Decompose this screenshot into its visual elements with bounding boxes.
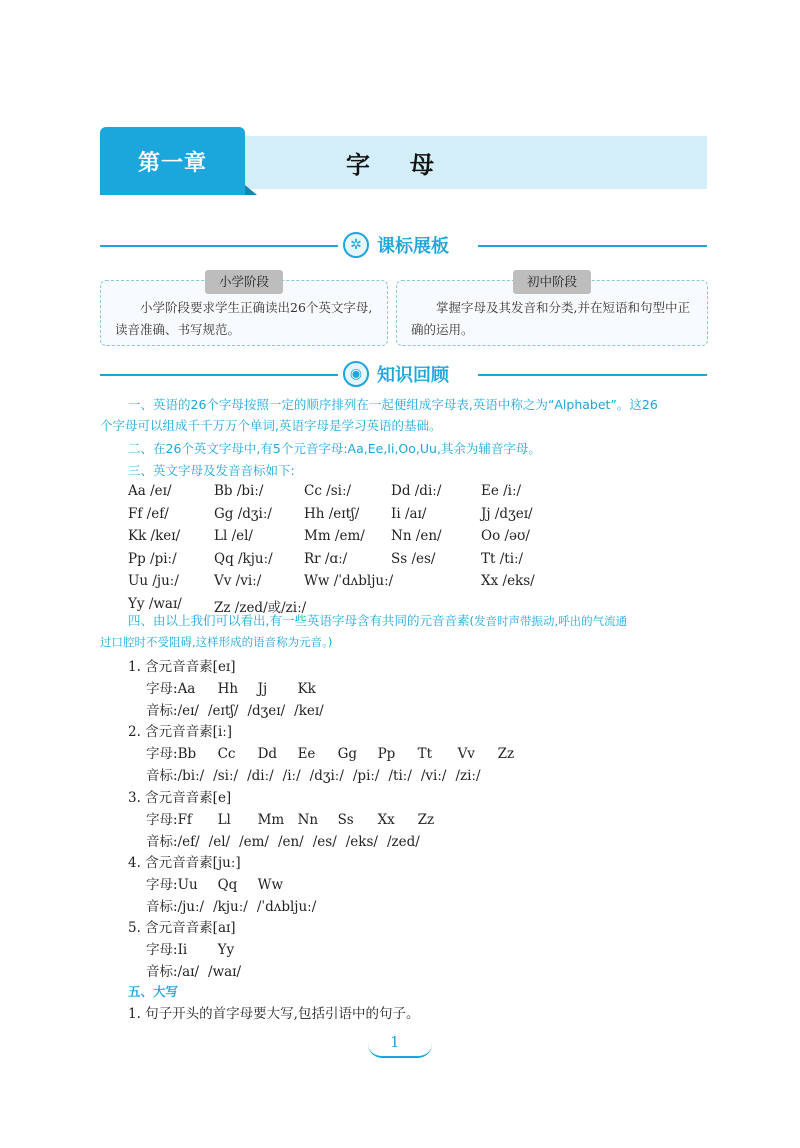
alphabet-cell: Mm /em/ (304, 528, 365, 545)
phonetics-label: 音标: (146, 899, 178, 915)
letter-item: Hh (217, 681, 239, 697)
letter-item: Zz (417, 812, 435, 828)
paragraph-1-line-2: 个字母可以组成千千万万个单词,英语字母是学习英语的基础。 (100, 418, 442, 433)
letter-item: Yy (217, 942, 235, 958)
alphabet-cell: Jj /dʒeɪ/ (481, 505, 533, 522)
alphabet-cell: Ff /ef/ (128, 505, 169, 522)
vowel-group-title: 4. 含元音音素[juː] (128, 855, 241, 871)
vowel-group-letters (146, 742, 538, 762)
letter-item: Gg (337, 746, 357, 762)
alphabet-cell: Ss /es/ (391, 550, 436, 567)
page-number-decoration (368, 1044, 432, 1058)
phonetic-item: /piː/ (352, 768, 380, 784)
letter-item: Nn (297, 812, 319, 828)
letter-item: Uu (177, 877, 198, 893)
letter-item: Qq (217, 877, 238, 893)
letter-item: Ww (257, 877, 283, 893)
junior-standard-text: 掌握字母及其发音和分类,并在短语和句型中正确的运用。 (411, 300, 690, 337)
alphabet-cell: Bb /biː/ (214, 483, 264, 499)
alphabet-cell: Dd /diː/ (391, 483, 442, 499)
section-rule-left (100, 374, 338, 376)
letter-item: Tt (417, 746, 432, 762)
alphabet-cell: Pp /piː/ (128, 550, 177, 567)
letter-item: Mm (257, 812, 285, 828)
vowel-group-title: 1. 含元音音素[eɪ] (128, 659, 236, 675)
primary-standard-box (100, 274, 388, 346)
phonetic-item: /juː/ (177, 899, 205, 915)
phonetic-item: /ef/ (177, 834, 200, 850)
alphabet-cell: Vv /viː/ (214, 573, 262, 590)
letter-item: Vv (457, 746, 475, 762)
phonetic-item: /ziː/ (455, 768, 481, 784)
letter-item: Jj (257, 681, 268, 697)
primary-standard-label: 小学阶段 (205, 270, 283, 294)
alphabet-cell: Gg /dʒiː/ (214, 505, 272, 522)
phonetic-item: /biː/ (177, 768, 205, 784)
phonetic-item: /ˈdʌbljuː/ (256, 899, 317, 915)
section-rule-right (478, 374, 707, 376)
paragraph-3: 三、英文字母及发音音标如下: (128, 463, 295, 478)
owl-icon: ◉ (343, 361, 369, 387)
phonetic-item: /es/ (312, 834, 337, 850)
vowel-group-letters (146, 808, 458, 828)
paragraph-4-main: 四、由以上我们可以看出,有一些英语字母含有共同的元音音素 (128, 613, 470, 628)
phonetic-item: /aɪ/ (177, 964, 200, 980)
vowel-group-phonetics (146, 960, 250, 980)
phonetic-item: /kjuː/ (213, 899, 248, 915)
phonetics-label: 音标: (146, 834, 178, 850)
standards-heading (343, 232, 449, 258)
letter-item: Ee (297, 746, 316, 762)
phonetic-item: /tiː/ (388, 768, 412, 784)
phonetic-item: /el/ (208, 834, 231, 850)
vowel-group-phonetics (146, 895, 325, 915)
alphabet-cell: Aa /eɪ/ (128, 483, 172, 499)
review-heading-text: 知识回顾 (377, 365, 449, 386)
vowel-group-title: 2. 含元音音素[iː] (128, 724, 233, 740)
alphabet-cell: Kk /keɪ/ (128, 528, 181, 545)
alphabet-cell: Tt /tiː/ (481, 550, 524, 567)
letters-label: 字母: (146, 942, 178, 958)
alphabet-cell: Ee /iː/ (481, 483, 522, 499)
alphabet-cell: Yy /waɪ/ (128, 596, 182, 612)
letter-item: Ll (217, 812, 231, 828)
letter-item: Pp (377, 746, 396, 762)
compass-icon: ✲ (343, 232, 369, 258)
letters-label: 字母: (146, 746, 178, 762)
phonetic-item: /dʒiː/ (309, 768, 344, 784)
page-number: 1 (390, 1033, 400, 1051)
vowel-group-phonetics (146, 830, 429, 850)
chapter-tab: 第一章 (100, 127, 245, 195)
phonetics-label: 音标: (146, 964, 178, 980)
phonetic-item: /viː/ (420, 768, 447, 784)
letter-item: Kk (297, 681, 316, 697)
phonetics-label: 音标: (146, 703, 178, 719)
letter-item: Aa (177, 681, 196, 697)
letter-item: Ff (177, 812, 192, 828)
alphabet-cell: Rr /ɑː/ (304, 550, 348, 567)
vowel-group-title: 5. 含元音音素[aɪ] (128, 920, 236, 936)
phonetic-item: /keɪ/ (294, 703, 324, 719)
letter-item: Zz (497, 746, 515, 762)
chapter-title: 字母 (346, 151, 474, 179)
paragraph-5-item-1: 1. 句子开头的首字母要大写,包括引语中的句子。 (128, 1006, 420, 1022)
vowel-group-phonetics (146, 699, 333, 719)
paragraph-5-heading: 五、大写 (128, 984, 179, 999)
alphabet-cell: Cc /siː/ (304, 483, 352, 499)
letters-label: 字母: (146, 812, 178, 828)
review-heading (343, 361, 449, 387)
vowel-group-letters (146, 677, 338, 697)
phonetic-item: /zed/ (386, 834, 420, 850)
letter-item: Bb (177, 746, 197, 762)
vowel-group-letters (146, 938, 258, 958)
standards-heading-text: 课标展板 (377, 236, 449, 257)
alphabet-cell: Ll /el/ (214, 528, 253, 545)
paragraph-4-line-1 (128, 611, 627, 631)
phonetic-item: /en/ (277, 834, 304, 850)
section-rule-right (478, 245, 707, 247)
alphabet-cell: Zz /zed/或/ziː/ (214, 600, 307, 616)
phonetic-item: /em/ (239, 834, 269, 850)
alphabet-cell: Ii /aɪ/ (391, 505, 427, 522)
letter-item: Xx (377, 812, 395, 828)
alphabet-cell: Uu /juː/ (128, 573, 179, 590)
alphabet-cell: Oo /əʊ/ (481, 528, 530, 545)
junior-standard-label: 初中阶段 (513, 270, 591, 294)
letter-item: Ii (177, 942, 188, 958)
section-rule-left (100, 245, 338, 247)
letters-label: 字母: (146, 681, 178, 697)
alphabet-cell: Ww /ˈdʌbljuː/ (304, 573, 394, 590)
phonetic-item: /waɪ/ (208, 964, 242, 980)
paragraph-4-line-2: 过口腔时不受阻碍,这样形成的语音称为元音。) (100, 635, 333, 649)
vowel-group-letters (146, 873, 298, 893)
phonetic-item: /iː/ (282, 768, 301, 784)
alphabet-cell: Hh /eɪtʃ/ (304, 505, 360, 522)
phonetic-item: /siː/ (213, 768, 239, 784)
alphabet-cell: Nn /en/ (391, 528, 442, 545)
paragraph-4-note: (发音时声带振动,呼出的气流通 (469, 614, 628, 628)
primary-standard-text: 小学阶段要求学生正确读出26个英文字母,读音准确、书写规范。 (115, 300, 373, 337)
letter-item: Dd (257, 746, 278, 762)
phonetic-item: /eɪtʃ/ (207, 703, 239, 719)
alphabet-cell: Xx /eks/ (481, 573, 535, 590)
phonetic-item: /dʒeɪ/ (247, 703, 286, 719)
phonetic-item: /eɪ/ (177, 703, 199, 719)
alphabet-cell: Qq /kjuː/ (214, 550, 273, 567)
phonetics-label: 音标: (146, 768, 178, 784)
paragraph-1-line-1: 一、英语的26个字母按照一定的顺序排列在一起便组成字母表,英语中称之为“Alphabet”。这26 (128, 397, 658, 412)
phonetic-item: /diː/ (247, 768, 274, 784)
letters-label: 字母: (146, 877, 178, 893)
vowel-group-title: 3. 含元音音素[e] (128, 790, 232, 806)
letter-item: Ss (337, 812, 354, 828)
phonetic-item: /eks/ (345, 834, 378, 850)
paragraph-2: 二、在26个英文字母中,有5个元音字母:Aa,Ee,Ii,Oo,Uu,其余为辅音字母。 (128, 441, 541, 456)
vowel-group-phonetics (146, 764, 490, 784)
junior-standard-box (396, 274, 708, 346)
letter-item: Cc (217, 746, 236, 762)
